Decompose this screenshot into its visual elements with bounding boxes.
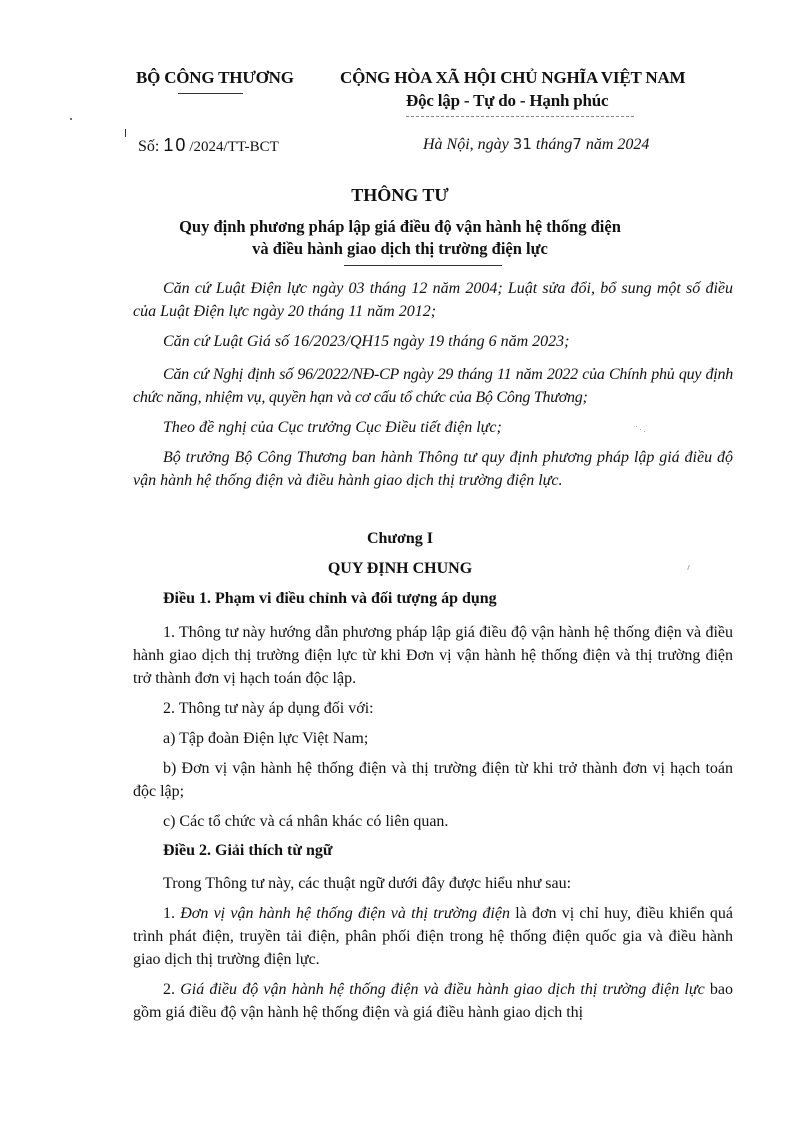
preamble-legal-basis-2: Căn cứ Luật Giá số 16/2023/QH15 ngày 19 tháng 6 năm 2023; [163, 333, 570, 350]
document-type: THÔNG TƯ [351, 185, 449, 205]
preamble-enactment: Bộ trưởng Bộ Công Thương ban hành Thông tư quy định phương pháp lập giá điều độ vận hành hệ thống điện và điều hành giao dịch thị trường điện lực. [133, 449, 733, 489]
date-day: 31 [512, 135, 532, 153]
scan-specks [636, 426, 646, 432]
national-motto: Độc lập - Tự do - Hạnh phúc [406, 91, 609, 110]
scan-speck [70, 118, 72, 120]
document-subject-line-2: và điều hành giao dịch thị trường điện lực [252, 239, 548, 258]
article-1-item-b: b) Đơn vị vận hành hệ thống điện và thị trường điện từ khi trở thành đơn vị hạch toán độc lập; [133, 760, 733, 800]
preamble-proposal: Theo đề nghị của Cục trưởng Cục Điều tiết điện lực; [163, 419, 502, 436]
number-suffix: /2024/TT-BCT [189, 139, 279, 155]
article-2-heading: Điều 2. Giải thích từ ngữ [163, 842, 333, 859]
motto-underline [406, 116, 634, 117]
article-2-definition-2 [133, 978, 733, 1024]
chapter-title: QUY ĐỊNH CHUNG [327, 560, 473, 577]
date-month: 7 [572, 135, 582, 153]
document-subject-line-1: Quy định phương pháp lập giá điều độ vận hành hệ thống điện [179, 217, 621, 236]
article-2-definition-1 [133, 902, 733, 971]
chapter-label: Chương I [366, 530, 434, 547]
date-month-label: tháng [535, 136, 573, 153]
document-number [138, 135, 279, 156]
definition-1-text: là đơn vị chỉ huy, điều khiển quá trình phát điện, truyền tải điện, phân phối điện trong hệ thống điện quốc gia và điều hành giao dịch thị trường điện lực. [133, 905, 734, 968]
article-2-intro: Trong Thông tư này, các thuật ngữ dưới đây được hiểu như sau: [163, 875, 572, 892]
definition-1-term: Đơn vị vận hành hệ thống điện và thị trường điện [180, 905, 510, 922]
preamble-legal-basis-1: Căn cứ Luật Điện lực ngày 03 tháng 12 năm 2004; Luật sửa đổi, bổ sung một số điều của Luật Điện lực ngày 20 tháng 11 năm 2012; [133, 280, 733, 320]
number-label: Số: [138, 138, 160, 155]
definition-2-term: Giá điều độ vận hành hệ thống điện và điều hành giao dịch thị trường điện lực [180, 981, 705, 998]
article-1-item-a: a) Tập đoàn Điện lực Việt Nam; [163, 730, 369, 747]
definition-2-text: bao gồm giá điều độ vận hành hệ thống điện và giá điều hành giao dịch thị [133, 981, 734, 1021]
issuing-agency: BỘ CÔNG THƯƠNG [136, 68, 294, 87]
article-1-heading: Điều 1. Phạm vi điều chỉnh và đối tượng áp dụng [163, 590, 497, 607]
definition-2-number: 2. [163, 981, 175, 998]
article-1-item-c: c) Các tổ chức và cá nhân khác có liên quan. [163, 813, 449, 830]
article-1-paragraph-2: 2. Thông tư này áp dụng đối với: [163, 700, 374, 717]
preamble-legal-basis-3: Căn cứ Nghị định số 96/2022/NĐ-CP ngày 29 tháng 11 năm 2022 của Chính phủ quy định chức năng, nhiệm vụ, quyền hạn và cơ cấu tổ chức của Bộ Công Thương; [133, 366, 733, 406]
number-value: 10 [163, 135, 188, 155]
date-prefix: Hà Nội, ngày [423, 136, 509, 153]
agency-underline [178, 93, 243, 94]
national-title: CỘNG HÒA XÃ HỘI CHỦ NGHĨA VIỆT NAM [340, 68, 686, 87]
scan-mark [125, 129, 126, 137]
definition-1-number: 1. [163, 905, 175, 922]
subject-underline [344, 265, 502, 266]
issue-date [423, 135, 649, 154]
date-year: năm 2024 [585, 136, 650, 153]
article-1-paragraph-1: 1. Thông tư này hướng dẫn phương pháp lập giá điều độ vận hành hệ thống điện và điều hành giao dịch thị trường điện lực từ khi Đơn vị vận hành hệ thống điện và thị trường điện trở thành đơn vị hạch toán độc lập. [133, 624, 733, 687]
